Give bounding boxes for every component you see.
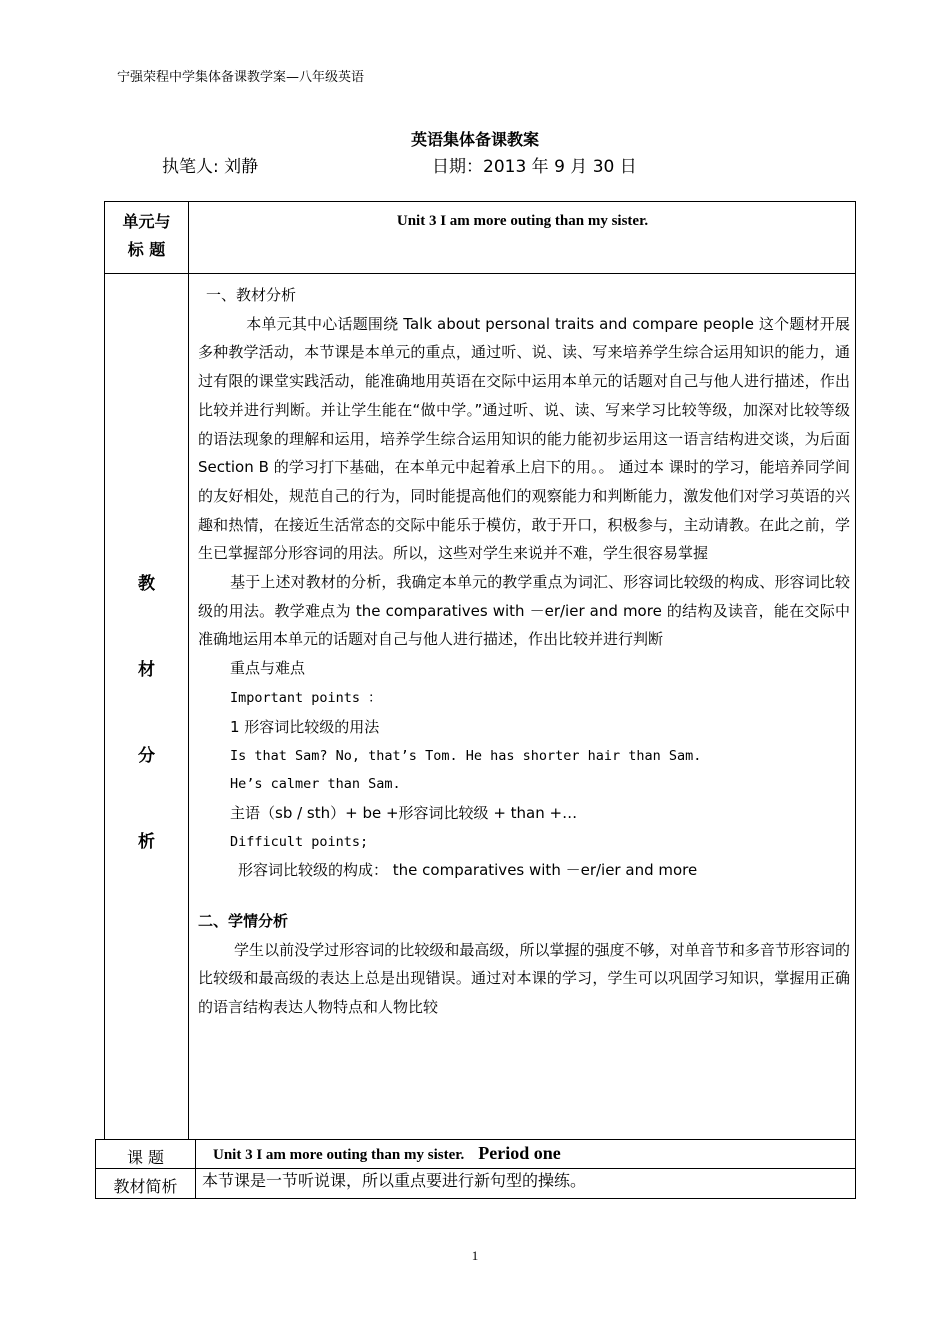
example-sentence-2: He’s calmer than Sam.: [230, 776, 401, 793]
section1-heading: 一、教材分析: [206, 286, 297, 304]
lesson-title: [213, 1143, 561, 1164]
section1-paragraph-1: [198, 310, 850, 568]
side-label-char-3: 分: [138, 746, 155, 766]
unit-title-label: [105, 208, 188, 264]
table-border-top: [104, 201, 856, 202]
table-column-divider: [188, 201, 189, 1139]
table-border-right: [855, 201, 856, 1139]
unit-label-line1: 单元与: [122, 212, 171, 231]
difficult-points-text: 形容词比较级的构成： the comparatives with －er/ier and more: [238, 861, 698, 880]
point-1: 1 形容词比较级的用法: [230, 717, 380, 736]
difficult-points-label: Difficult points;: [230, 833, 369, 850]
brief-text: 本节课是一节听说课，所以重点要进行新句型的操练。: [202, 1171, 587, 1190]
lesson-period: Period one: [478, 1143, 561, 1163]
section2-heading: 二、学情分析: [198, 912, 289, 931]
section1-paragraph-2-text: 基于上述对教材的分析，我确定本单元的教学重点为词汇、形容词比较级的构成、形容词比较级的用法。教学难点为 the comparatives with －er/ier and more 的结构及读音，能在交际中准确地运用本单元的话题对自己与他人进行描述，作出比较并进行判断: [198, 573, 851, 649]
unit-label-line2: 标 题: [127, 240, 166, 259]
example-sentence-1: Is that Sam? No, that’s Tom. He has shorter hair than Sam.: [230, 747, 702, 764]
brief-label: 教材简析: [113, 1177, 178, 1196]
table2-column-divider: [195, 1139, 196, 1199]
spacer: [198, 885, 850, 907]
table-row-divider: [104, 273, 856, 274]
table2-border-bottom: [95, 1198, 856, 1199]
unit-title: Unit 3 I am more outing than my sister.: [396, 213, 649, 229]
side-label-char-2: 材: [138, 660, 155, 680]
table2-border-right: [855, 1139, 856, 1199]
analysis-content: [198, 281, 850, 1022]
key-points-heading: 重点与难点: [230, 659, 306, 678]
page-header: 宁强荣程中学集体备课教学案—八年级英语: [117, 70, 365, 85]
author: 执笔人: 刘静: [162, 157, 259, 177]
side-label-char-4: 析: [138, 832, 155, 852]
lesson-title-text: Unit 3 I am more outing than my sister.: [213, 1147, 465, 1163]
section1-paragraph-2: [198, 568, 850, 654]
section2-paragraph-text: 学生以前没学过形容词的比较级和最高级，所以掌握的强度不够，对单音节和多音节形容词的比较级和最高级的表达上总是出现错误。通过对本课的学习，学生可以巩固学习知识，掌握用正确的语言结构表达人物特点和人物比较: [198, 940, 850, 1017]
table2-border-top: [95, 1139, 856, 1140]
page-number: 1: [471, 1248, 479, 1263]
document-title: 英语集体备课教案: [410, 130, 539, 149]
side-label-char-1: 教: [138, 574, 155, 594]
sentence-pattern: 主语（sb / sth）+ be +形容词比较级 + than +…: [230, 803, 578, 822]
date: 日期：2013 年 9 月 30 日: [432, 157, 637, 177]
important-points-label: Important points ：: [230, 689, 382, 706]
section2-paragraph: [198, 936, 850, 1022]
section1-paragraph-1-text: 本单元其中心话题围绕 Talk about personal traits and compare people 这个题材开展多种教学活动，本节课是本单元的重点，通过听、说、读、写来培养学生综合运用知识的能力，通过有限的课堂实践活动，能准确地用英语在交际中运用本单元的话题对自己与他人进行描述，作出比较并进行判断。并让学生能在“做中学。”通过听、说、读、写来学习比较等级，加深对比较等级的语法现象的理解和运用，培养学生综合运用知识的能力能初步运用这一语言结构进交谈，为后面 Section B 的学习打下基础，在本单元中起着承上启下的用。。 通过本 课时的学习，能培养同学间的友好相处，规范自己的行为，同时能提高他们的观察能力和判断能力，激发他们对学习英语的兴趣和热情，在接近生活常态的交际中能乐于模仿，敢于开口，积极参与，主动请教。在此之前，学生已掌握部分形容词的用法。所以，这些对学生来说并不难，学生很容易掌握: [198, 314, 850, 563]
lesson-label: 课 题: [126, 1148, 165, 1167]
